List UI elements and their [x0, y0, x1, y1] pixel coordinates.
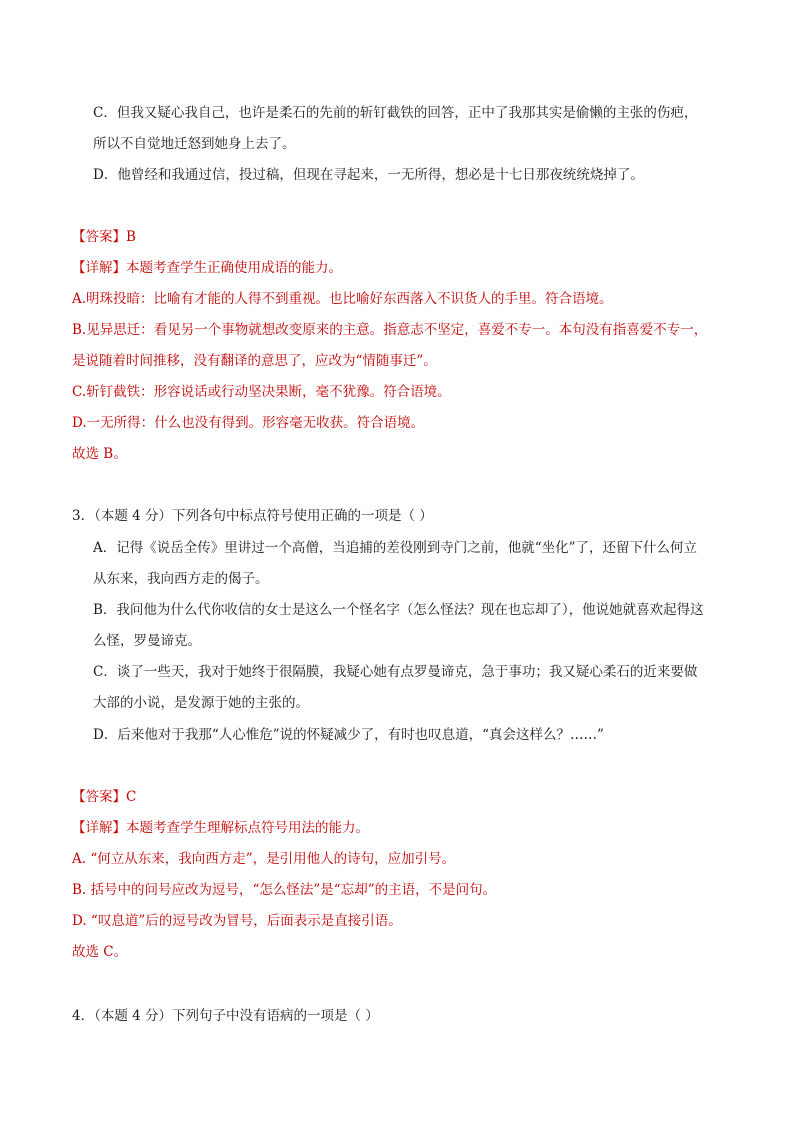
- detail-text: 本题考查学生正确使用成语的能力。: [126, 260, 342, 276]
- q3-answer: [72, 787, 136, 807]
- q3-option-b-line1: B．我问他为什么代你收信的女士是这么一个怪名字（怎么怪法？现在也忘却了），他说她就喜欢起得这: [93, 602, 704, 618]
- q2-explain-c: C.斩钉截铁：形容说话或行动坚决果断，毫不犹豫。符合语境。: [72, 384, 451, 400]
- answer-value: B: [126, 229, 136, 245]
- q2-conclusion: 故选 B。: [72, 446, 127, 462]
- q4-stem: 4．（本题 4 分）下列句子中没有语病的一项是（ ）: [72, 1008, 379, 1024]
- q2-detail: [72, 258, 342, 278]
- q3-option-a-line2: 从东来，我向西方走的偈子。: [93, 571, 269, 587]
- q3-detail: [72, 818, 369, 838]
- answer-tag: 【答案】: [72, 789, 126, 805]
- q3-explain-b: B. 括号中的问号应改为逗号，“怎么怪法”是“忘却”的主语，不是问句。: [72, 882, 497, 898]
- q3-option-a-line1: A．记得《说岳全传》里讲过一个高僧，当追捕的差役刚到寺门之前，他就“坐化”了，还留下什么何立: [93, 540, 698, 556]
- detail-text: 本题考查学生理解标点符号用法的能力。: [126, 820, 369, 836]
- q3-option-c-line2: 大部的小说，是发源于她的主张的。: [93, 695, 309, 711]
- q2-explain-d: D.一无所得：什么也没有得到。形容毫无收获。符合语境。: [72, 415, 425, 431]
- detail-tag: 【详解】: [72, 820, 126, 836]
- q3-explain-a: A. “何立从东来，我向西方走”，是引用他人的诗句，应加引号。: [72, 851, 456, 867]
- answer-value: C: [126, 789, 137, 805]
- q2-option-c-line2: 所以不自觉地迁怒到她身上去了。: [93, 136, 296, 152]
- q2-explain-a: A.明珠投暗：比喻有才能的人得不到重视。也比喻好东西落入不识货人的手里。符合语境。: [72, 291, 613, 307]
- detail-tag: 【详解】: [72, 260, 126, 276]
- q3-option-b-line2: 么怪，罗曼谛克。: [93, 633, 201, 649]
- q2-option-d-line1: D．他曾经和我通过信，投过稿，但现在寻起来，一无所得，想必是十七日那夜统统烧掉了。: [93, 167, 644, 183]
- q3-option-c-line1: C．谈了一些天，我对于她终于很隔膜，我疑心她有点罗曼谛克，急于事功；我又疑心柔石的近来要做: [93, 664, 698, 680]
- q2-answer: [72, 227, 136, 247]
- q3-explain-d: D. “叹息道”后的逗号改为冒号，后面表示是直接引语。: [72, 913, 402, 929]
- q3-option-d-line1: D．后来他对于我那“人心惟危”说的怀疑减少了，有时也叹息道，“真会这样么？……”: [93, 727, 604, 743]
- q2-option-c-line1: C．但我又疑心我自己，也许是柔石的先前的斩钉截铁的回答，正中了我那其实是偷懒的主张的伤疤，: [93, 105, 698, 121]
- q3-stem: 3．（本题 4 分）下列各句中标点符号使用正确的一项是（ ）: [72, 508, 433, 524]
- answer-tag: 【答案】: [72, 229, 126, 245]
- q2-explain-b-line2: 是说随着时间推移，没有翻译的意思了，应改为“情随事迁”。: [72, 353, 437, 369]
- q2-explain-b-line1: B.见异思迁：看见另一个事物就想改变原来的主意。指意志不坚定，喜爱不专一。本句没有指喜爱不专一，: [72, 322, 708, 338]
- q3-conclusion: 故选 C。: [72, 944, 128, 960]
